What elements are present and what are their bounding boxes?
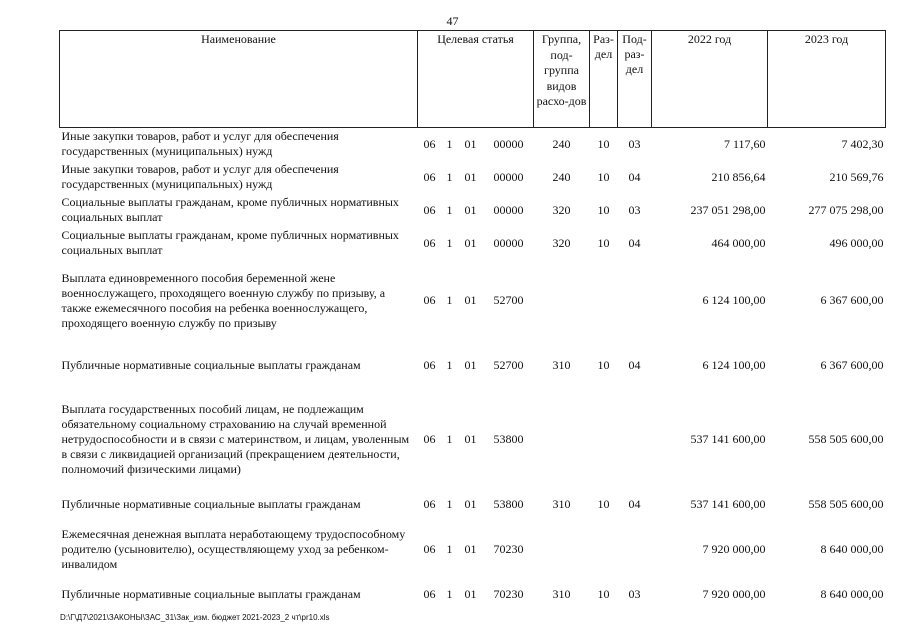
row-target-1: 06 — [423, 542, 436, 556]
row-2023: 6 367 600,00 — [820, 358, 884, 372]
table-row — [60, 227, 886, 260]
table-row — [60, 580, 886, 610]
row-target-4: 70230 — [493, 587, 524, 601]
row-target-2: 1 — [446, 235, 453, 250]
row-group: 240 — [552, 136, 571, 151]
row-target-3: 01 — [464, 169, 477, 184]
row-target-4: 53800 — [493, 432, 524, 446]
row-target-1: 06 — [423, 235, 436, 250]
table-row — [60, 194, 886, 227]
row-target-2: 1 — [446, 432, 453, 446]
row-target-2: 1 — [446, 542, 453, 556]
row-target-3: 01 — [464, 587, 477, 601]
row-2023: 8 640 000,00 — [820, 542, 884, 556]
row-group: 320 — [552, 235, 571, 250]
row-subsection: 03 — [628, 202, 641, 217]
row-target-2: 1 — [446, 202, 453, 217]
row-target-1: 06 — [423, 136, 436, 151]
page-number: 47 — [446, 14, 459, 28]
row-target-2: 1 — [446, 358, 453, 372]
row-target-4: 52700 — [493, 358, 524, 372]
row-target-3: 01 — [464, 293, 477, 307]
row-name: Выплата единовременного пособия беременной жене военнослужащего, проходящего военную службу по призыву, а также ежемесячного пособия на ребенка военнослужащего, проходящего военную службу по призыву — [61, 270, 386, 330]
row-section — [590, 260, 618, 342]
table-row — [60, 390, 886, 490]
row-name: Выплата государственных пособий лицам, не подлежащим обязательному социальному страхованию на случай временной нетрудоспособности и в связи с материнством, и лицам, уволенным в связи с ликвидацией организаций (прекращением деятельности, полномочий физическими лицами) — [61, 402, 410, 476]
table-row — [60, 161, 886, 194]
row-target-3: 01 — [464, 542, 477, 556]
row-2022: 6 124 100,00 — [702, 293, 766, 307]
row-subsection — [618, 390, 652, 490]
row-group — [534, 260, 590, 342]
row-2022: 464 000,00 — [711, 235, 766, 250]
row-name: Иные закупки товаров, работ и услуг для обеспечения государственных (муниципальных) нужд — [61, 129, 339, 159]
row-2022: 237 051 298,00 — [690, 202, 766, 217]
table-row — [60, 342, 886, 390]
row-2023: 6 367 600,00 — [820, 293, 884, 307]
table-row — [60, 520, 886, 580]
header-group: Группа, под-группа видов расхо-дов — [534, 31, 590, 128]
row-subsection: 04 — [628, 497, 641, 511]
row-2023: 558 505 600,00 — [808, 497, 884, 511]
budget-table — [59, 30, 886, 610]
header-name: Наименование — [60, 31, 418, 128]
row-subsection: 04 — [628, 235, 641, 250]
row-group: 320 — [552, 202, 571, 217]
row-target-1: 06 — [423, 293, 436, 307]
row-group — [534, 390, 590, 490]
table-row — [60, 490, 886, 520]
row-section: 10 — [597, 169, 610, 184]
row-name: Ежемесячная денежная выплата неработающему трудоспособному родителю (усыновителю), осуществляющему уход за ребенком-инвалидом — [61, 527, 406, 571]
row-target-3: 01 — [464, 235, 477, 250]
row-target-2: 1 — [446, 497, 453, 511]
row-target-3: 01 — [464, 136, 477, 151]
row-subsection — [618, 260, 652, 342]
row-2022: 537 141 600,00 — [690, 497, 766, 511]
row-target-4: 00000 — [493, 202, 524, 217]
row-target-1: 06 — [423, 497, 436, 511]
row-target-4: 52700 — [493, 293, 524, 307]
row-target-1: 06 — [423, 587, 436, 601]
row-section — [590, 390, 618, 490]
row-2023: 7 402,30 — [841, 136, 884, 151]
row-2023: 496 000,00 — [829, 235, 884, 250]
row-name: Публичные нормативные социальные выплаты гражданам — [61, 358, 361, 372]
row-section: 10 — [597, 235, 610, 250]
row-name: Социальные выплаты гражданам, кроме публичных нормативных социальных выплат — [61, 228, 399, 257]
row-2023: 277 075 298,00 — [808, 202, 884, 217]
row-section — [590, 520, 618, 580]
row-2022: 7 920 000,00 — [702, 542, 766, 556]
row-2023: 558 505 600,00 — [808, 432, 884, 446]
table-row — [60, 128, 886, 161]
row-target-3: 01 — [464, 497, 477, 511]
row-target-3: 01 — [464, 358, 477, 372]
row-target-3: 01 — [464, 202, 477, 217]
row-target-4: 00000 — [493, 136, 524, 151]
row-subsection — [618, 520, 652, 580]
row-target-2: 1 — [446, 136, 453, 151]
row-subsection: 04 — [628, 358, 641, 372]
row-2022: 6 124 100,00 — [702, 358, 766, 372]
row-subsection: 03 — [628, 136, 641, 151]
row-2023: 210 569,76 — [829, 169, 884, 184]
row-target-4: 53800 — [493, 497, 524, 511]
row-2022: 537 141 600,00 — [690, 432, 766, 446]
row-target-2: 1 — [446, 293, 453, 307]
row-name: Публичные нормативные социальные выплаты гражданам — [61, 497, 361, 511]
row-group: 310 — [552, 358, 571, 372]
table-row — [60, 260, 886, 342]
header-2023: 2023 год — [768, 31, 886, 128]
row-name: Социальные выплаты гражданам, кроме публичных нормативных социальных выплат — [61, 195, 399, 224]
table-header — [60, 31, 886, 128]
row-2022: 210 856,64 — [711, 169, 766, 184]
row-section: 10 — [597, 136, 610, 151]
row-section: 10 — [597, 358, 610, 372]
header-subsection: Под-раз-дел — [618, 31, 652, 128]
row-target-2: 1 — [446, 587, 453, 601]
row-target-2: 1 — [446, 169, 453, 184]
row-target-4: 70230 — [493, 542, 524, 556]
row-subsection: 04 — [628, 169, 641, 184]
row-target-4: 00000 — [493, 235, 524, 250]
row-2023: 8 640 000,00 — [820, 587, 884, 601]
row-section: 10 — [597, 587, 610, 601]
row-2022: 7 117,60 — [723, 136, 766, 151]
row-target-4: 00000 — [493, 169, 524, 184]
row-target-3: 01 — [464, 432, 477, 446]
row-section: 10 — [597, 202, 610, 217]
row-group: 240 — [552, 169, 571, 184]
row-group: 310 — [552, 587, 571, 601]
row-target-1: 06 — [423, 358, 436, 372]
header-section: Раз-дел — [590, 31, 618, 128]
header-2022: 2022 год — [652, 31, 768, 128]
row-subsection: 03 — [628, 587, 641, 601]
file-path-footer: D:\Г\Д7\2021\ЗАКОНЫ\ЗАС_31\Зак_изм. бюджет 2021-2023_2 чт\pr10.xls — [60, 613, 330, 622]
row-2022: 7 920 000,00 — [702, 587, 766, 601]
header-target: Целевая статья — [418, 31, 534, 128]
row-target-1: 06 — [423, 202, 436, 217]
row-target-1: 06 — [423, 432, 436, 446]
row-name: Публичные нормативные социальные выплаты гражданам — [61, 587, 361, 601]
row-name: Иные закупки товаров, работ и услуг для обеспечения государственных (муниципальных) нужд — [61, 162, 339, 191]
row-target-1: 06 — [423, 169, 436, 184]
row-group — [534, 520, 590, 580]
row-group: 310 — [552, 497, 571, 511]
row-section: 10 — [597, 497, 610, 511]
